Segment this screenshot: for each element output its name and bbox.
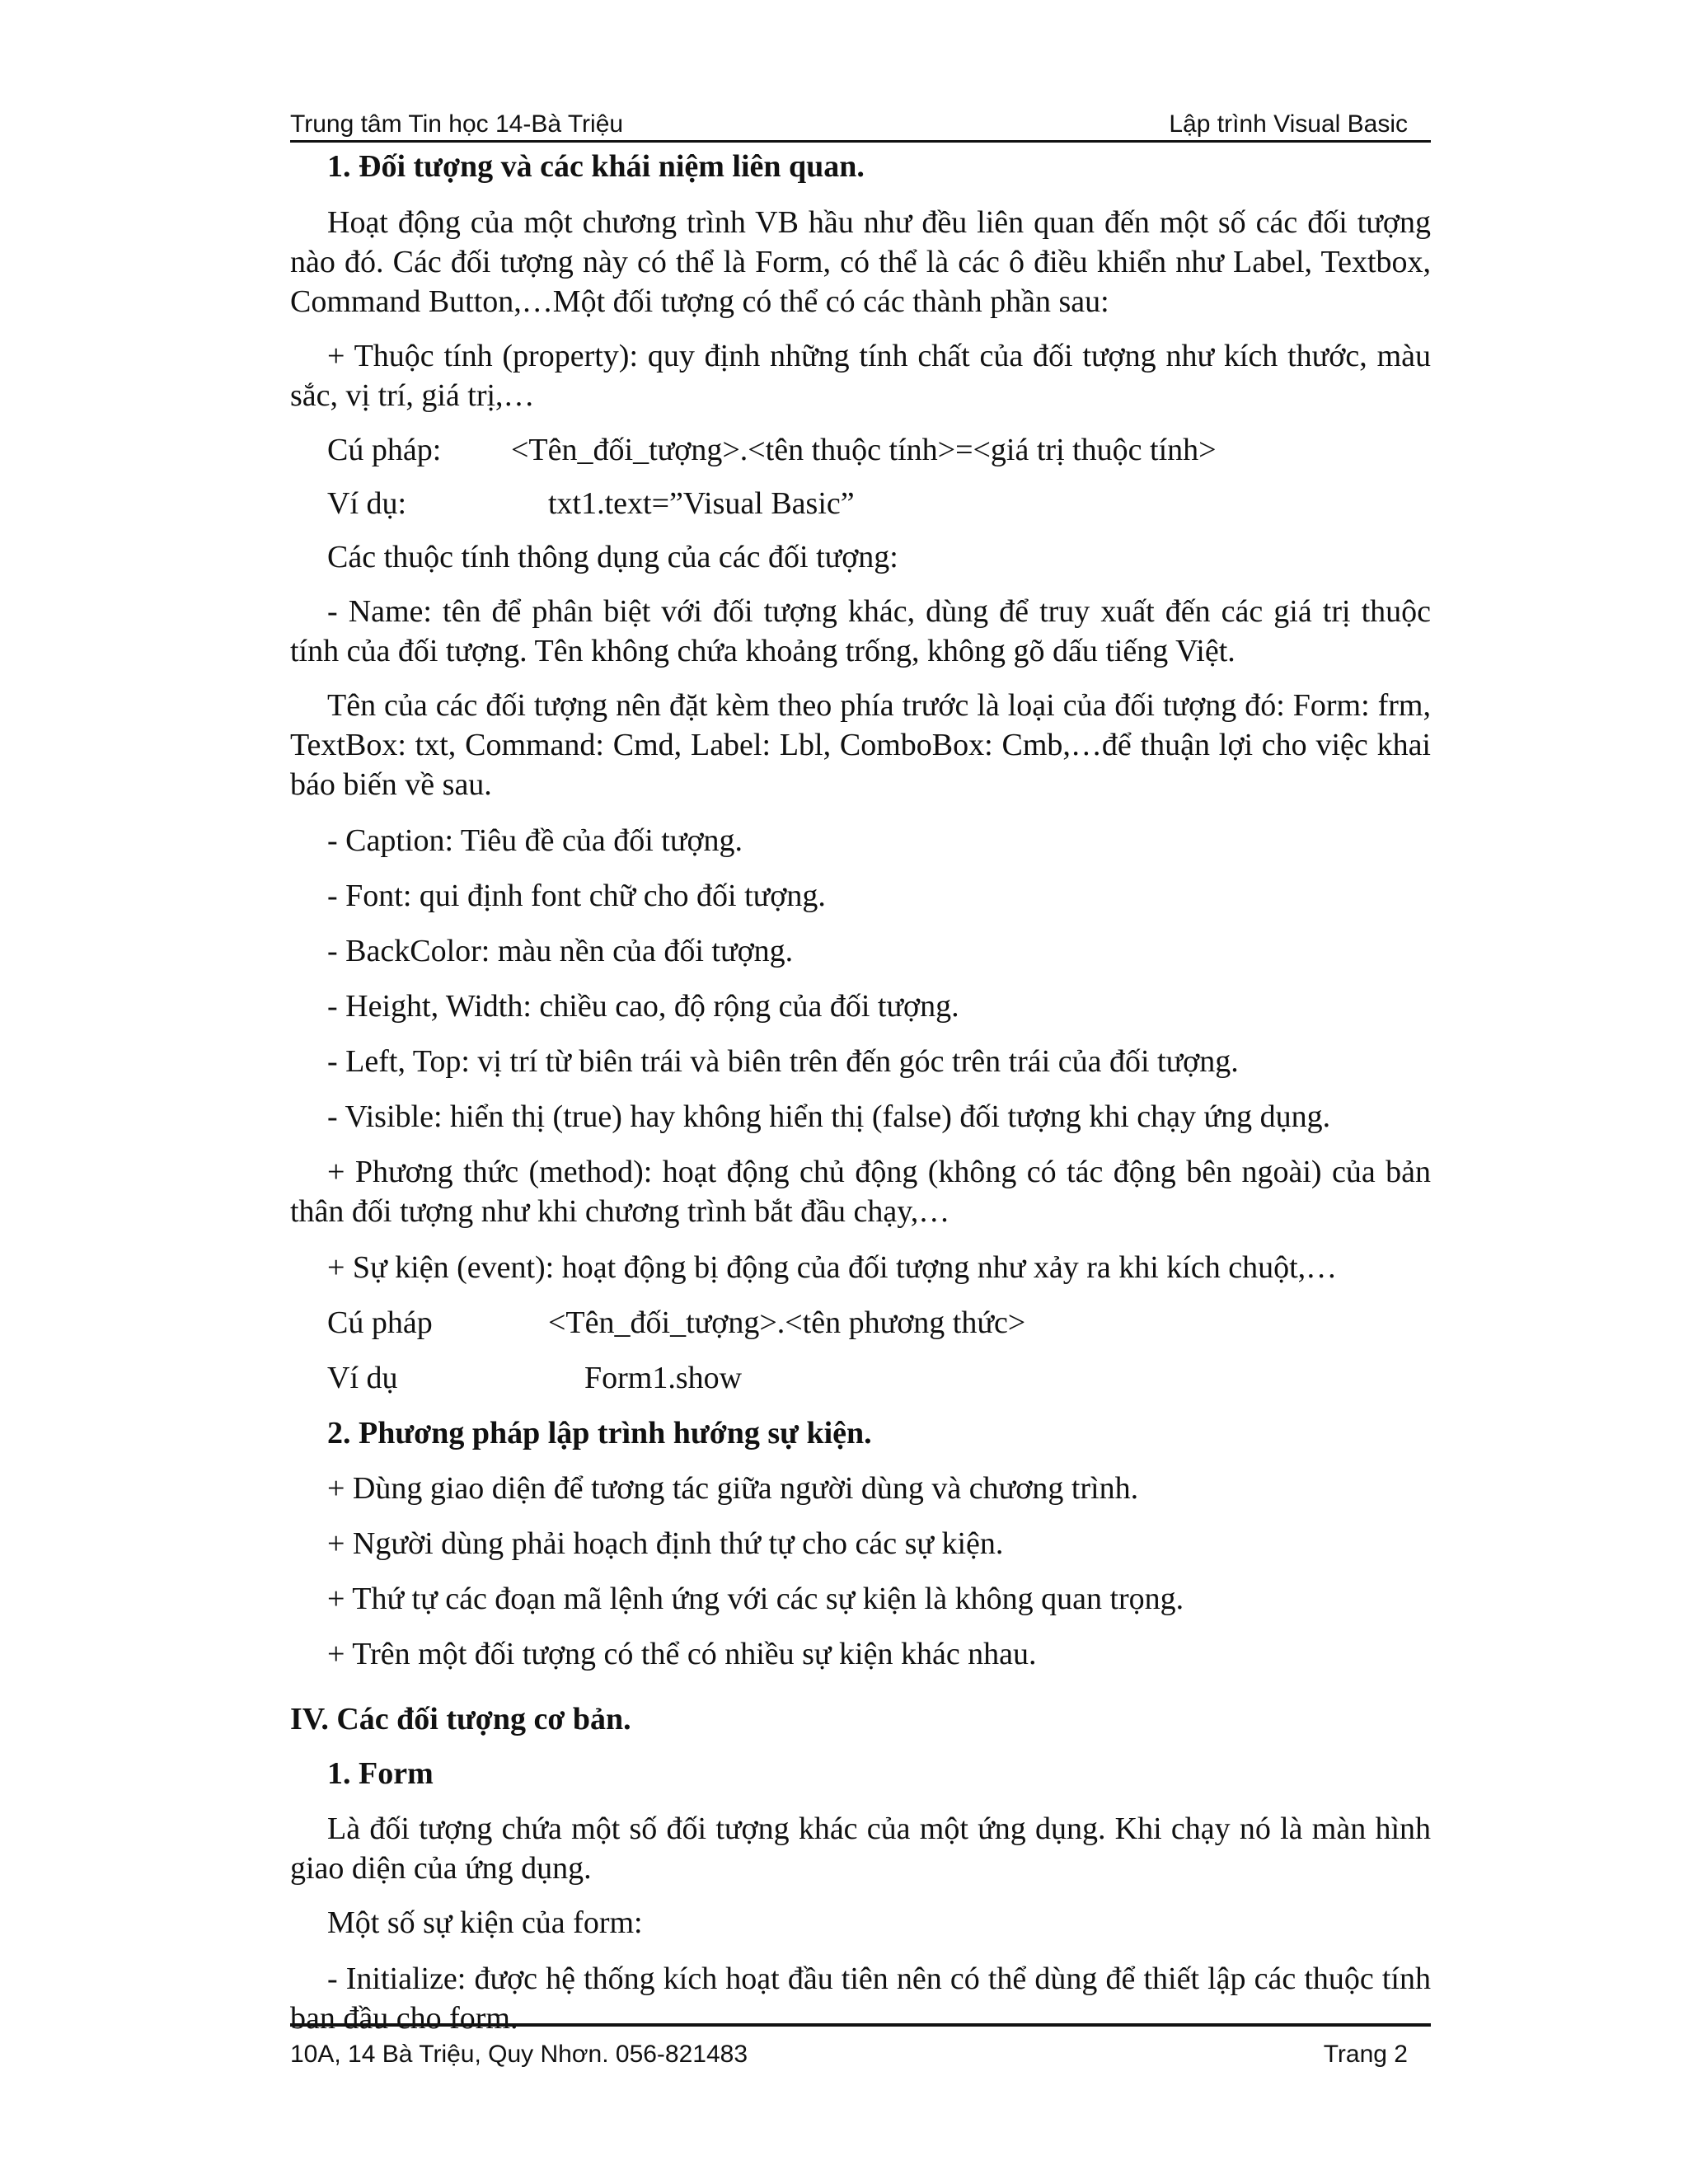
example-value: Form1.show xyxy=(584,1361,743,1395)
syntax-label: Cú pháp: xyxy=(327,433,442,467)
header-center-name: Trung tâm Tin học 14-Bà Triệu xyxy=(290,110,624,138)
page-content xyxy=(290,147,1431,2038)
page-header xyxy=(290,105,1431,143)
paragraph-height-width: - Height, Width: chiều cao, độ rộng của đối tượng. xyxy=(327,989,959,1024)
header-course-title: Lập trình Visual Basic xyxy=(1169,110,1408,138)
syntax-value: <Tên_đối_tượng>.<tên phương thức> xyxy=(548,1305,1026,1340)
syntax-label: Cú pháp xyxy=(327,1305,433,1340)
list-item: + Trên một đối tượng có thể có nhiều sự kiện khác nhau. xyxy=(327,1637,1037,1671)
example-label: Ví dụ: xyxy=(327,486,407,521)
paragraph-naming: Tên của các đối tượng nên đặt kèm theo phía trước là loại của đối tượng đó: Form: frm, TextBox: txt, Command: Cmd, Label: Lbl, ComboBox: Cmb,…để thuận lợi cho việc khai báo biến về sau. xyxy=(290,688,1431,802)
example-label: Ví dụ xyxy=(327,1361,398,1395)
paragraph-form: Là đối tượng chứa một số đối tượng khác của một ứng dụng. Khi chạy nó là màn hình giao diện của ứng dụng. xyxy=(290,1811,1431,1886)
paragraph-caption: - Caption: Tiêu đề của đối tượng. xyxy=(327,823,743,858)
syntax-method xyxy=(327,1303,1431,1343)
list-item: + Dùng giao diện để tương tác giữa người dùng và chương trình. xyxy=(327,1471,1139,1506)
paragraph-visible: - Visible: hiển thị (true) hay không hiển thị (false) đối tượng khi chạy ứng dụng. xyxy=(327,1099,1331,1134)
page-number: Trang 2 xyxy=(1323,2041,1408,2068)
section-2-title: 2. Phương pháp lập trình hướng sự kiện. xyxy=(327,1416,872,1451)
list-item: + Người dùng phải hoạch định thứ tự cho các sự kiện. xyxy=(327,1526,1004,1561)
footer-divider xyxy=(290,2023,1431,2027)
footer-address: 10A, 14 Bà Triệu, Quy Nhơn. 056-821483 xyxy=(290,2041,748,2068)
paragraph-property: + Thuộc tính (property): quy định những tính chất của đối tượng như kích thước, màu sắc, vị trí, giá trị,… xyxy=(290,339,1431,413)
paragraph-event: + Sự kiện (event): hoạt động bị động của đối tượng như xảy ra khi kích chuột,… xyxy=(327,1250,1338,1285)
paragraph-font: - Font: qui định font chữ cho đối tượng. xyxy=(327,879,826,913)
paragraph-common-properties: Các thuộc tính thông dụng của các đối tượng: xyxy=(327,540,898,574)
paragraph-method: + Phương thức (method): hoạt động chủ động (không có tác động bên ngoài) của bản thân đối tượng như khi chương trình bắt đầu chạy,… xyxy=(290,1155,1431,1229)
page-footer xyxy=(290,2034,1431,2075)
example-property xyxy=(327,484,1431,523)
paragraph-left-top: - Left, Top: vị trí từ biên trái và biên trên đến góc trên trái của đối tượng. xyxy=(327,1044,1239,1079)
list-item: + Thứ tự các đoạn mã lệnh ứng với các sự kiện là không quan trọng. xyxy=(327,1582,1184,1616)
example-method xyxy=(327,1358,1431,1398)
paragraph-intro: Hoạt động của một chương trình VB hầu như đều liên quan đến một số các đối tượng nào đó. Các đối tượng này có thể là Form, có thể là các ô điều khiển như Label, Textbox, Command Button,…Một đối tượng có thể có các thành phần sau: xyxy=(290,205,1431,319)
paragraph-name: - Name: tên để phân biệt với đối tượng khác, dùng để truy xuất đến các giá trị thuộc tính của đối tượng. Tên không chứa khoảng trống, không gõ dấu tiếng Việt. xyxy=(290,594,1431,668)
paragraph-form-events: Một số sự kiện của form: xyxy=(327,1905,643,1940)
subsection-form-title: 1. Form xyxy=(327,1756,434,1791)
example-value: txt1.text=”Visual Basic” xyxy=(548,486,855,521)
syntax-value: <Tên_đối_tượng>.<tên thuộc tính>=<giá trị thuộc tính> xyxy=(511,433,1217,467)
paragraph-initialize: - Initialize: được hệ thống kích hoạt đầu tiên nên có thể dùng để thiết lập các thuộc tính ban đầu cho form. xyxy=(290,1961,1431,2036)
syntax-property xyxy=(327,430,1431,470)
section-1-title: 1. Đối tượng và các khái niệm liên quan. xyxy=(327,149,865,184)
paragraph-backcolor: - BackColor: màu nền của đối tượng. xyxy=(327,934,794,968)
section-4-title: IV. Các đối tượng cơ bản. xyxy=(290,1702,631,1736)
